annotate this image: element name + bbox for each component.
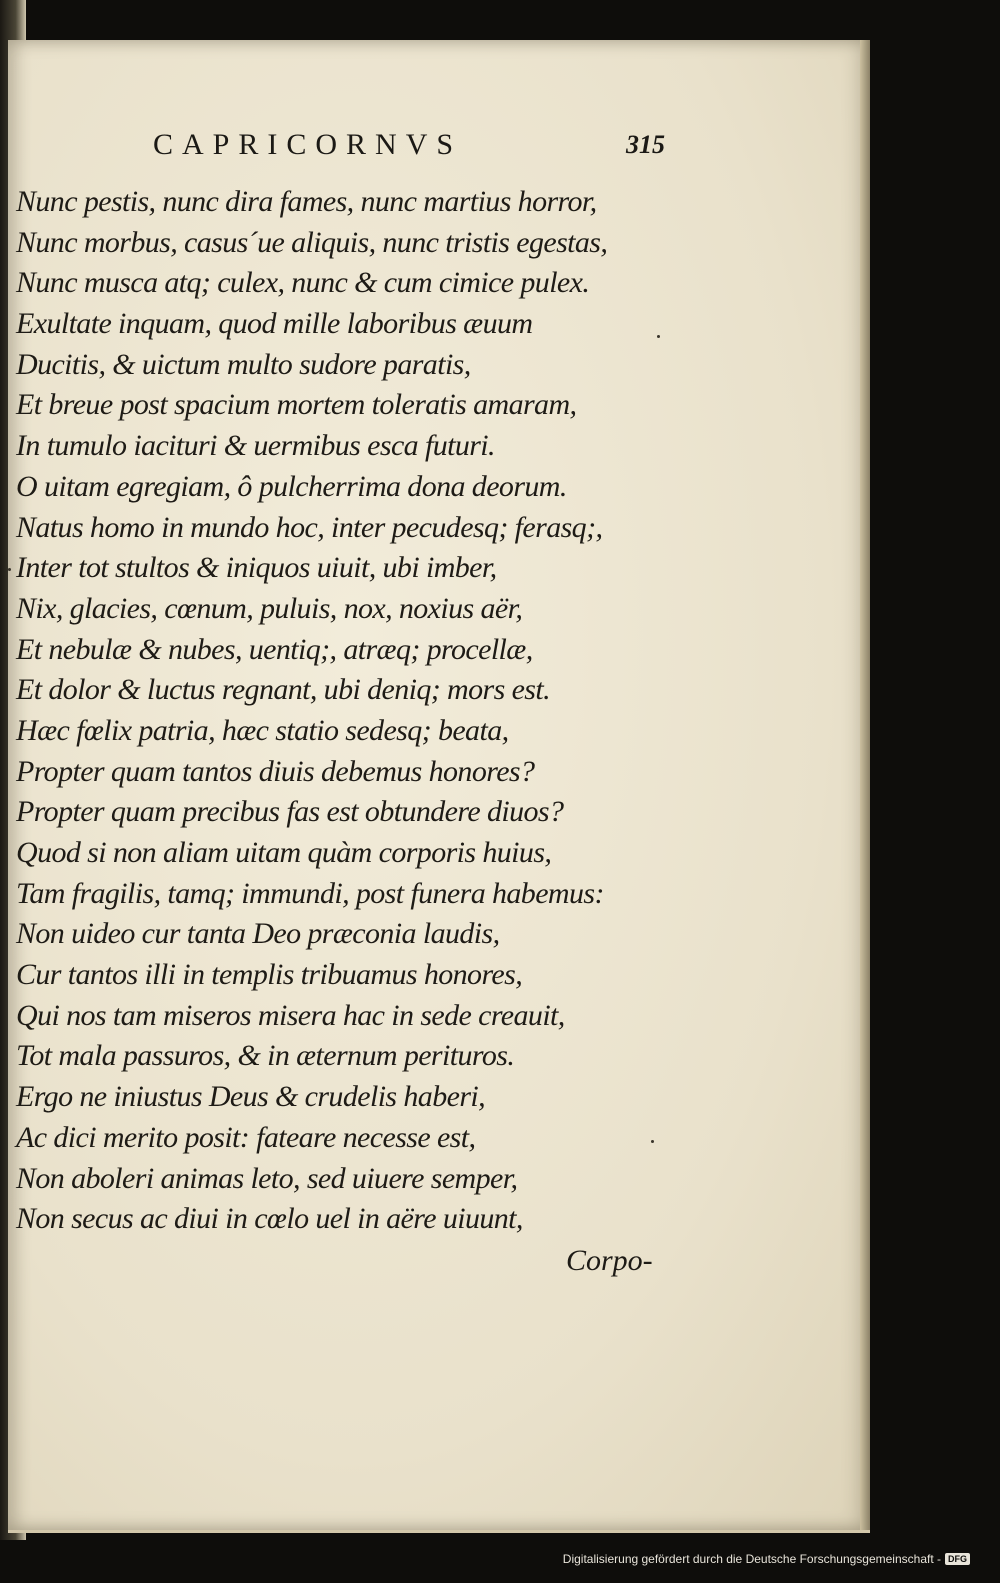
verse-line: Et breue post spacium mortem toleratis amaram, <box>16 388 577 422</box>
verse-line: Propter quam tantos diuis debemus honores? <box>16 754 535 788</box>
verse-text <box>16 182 716 1240</box>
verse-line: Nunc pestis, nunc dira fames, nunc martius horror, <box>16 185 597 218</box>
verse-line: Quod si non aliam uitam quàm corporis huius, <box>16 836 552 869</box>
verse-line: Ducitis, & uictum multo sudore paratis, <box>16 347 471 381</box>
verse-line: Propter quam precibus fas est obtundere diuos? <box>16 795 564 829</box>
verse-line: Non secus ac diui in cœlo uel in aëre uiuunt, <box>16 1202 523 1236</box>
verse-line: Qui nos tam miseros misera hac in sede creauit, <box>16 998 565 1032</box>
ink-speck <box>657 335 660 338</box>
verse-line: Non aboleri animas leto, sed uiuere semper, <box>16 1161 518 1195</box>
verse-line: In tumulo iacituri & uermibus esca futuri. <box>16 429 495 463</box>
dfg-logo: DFG <box>945 1553 970 1565</box>
folio-number: 315 <box>626 130 665 159</box>
page-edge <box>860 40 870 1530</box>
verse-line: Nunc musca atq; culex, nunc & cum cimice pulex. <box>16 266 590 300</box>
verse-line: Tam fragilis, tamq; immundi, post funera habemus: <box>16 876 604 910</box>
ink-speck <box>651 1140 654 1143</box>
verse-line: Natus homo in mundo hoc, inter pecudesq; ferasq;, <box>16 510 603 544</box>
verse-line: Nunc morbus, casus´ue aliquis, nunc tristis egestas, <box>16 225 608 259</box>
verse-line: Nix, glacies, cœnum, puluis, nox, noxius aër, <box>16 591 523 625</box>
verse-line: Et dolor & luctus regnant, ubi deniq; mors est. <box>16 673 550 707</box>
verse-line: Hæc fœlix patria, hæc statio sedesq; beata, <box>16 713 509 747</box>
verse-line: Et nebulæ & nubes, uentiq;, atræq; procellæ, <box>16 632 533 666</box>
verse-line: Inter tot stultos & iniquos uiuit, ubi imber, <box>16 551 497 585</box>
verse-line: Ac dici merito posit: fateare necesse est, <box>16 1120 476 1154</box>
digitization-credit <box>563 1552 970 1566</box>
ink-speck <box>8 568 11 571</box>
running-head: CAPRICORNVS <box>153 128 463 161</box>
verse-line: Exultate inquam, quod mille laboribus æuum <box>16 307 533 341</box>
verse-line: Tot mala passuros, & in æternum perituros. <box>16 1039 515 1073</box>
catchword: Corpo- <box>566 1244 653 1277</box>
verse-line: O uitam egregiam, ô pulcherrima dona deorum. <box>16 469 567 503</box>
verse-line: Non uideo cur tanta Deo præconia laudis, <box>16 917 500 951</box>
credit-text: Digitalisierung gefördert durch die Deutsche Forschungsgemeinschaft - <box>562 1552 941 1566</box>
verse-line: Cur tantos illi in templis tribuamus honores, <box>16 958 523 992</box>
verse-line: Ergo ne iniustus Deus & crudelis haberi, <box>16 1080 486 1114</box>
